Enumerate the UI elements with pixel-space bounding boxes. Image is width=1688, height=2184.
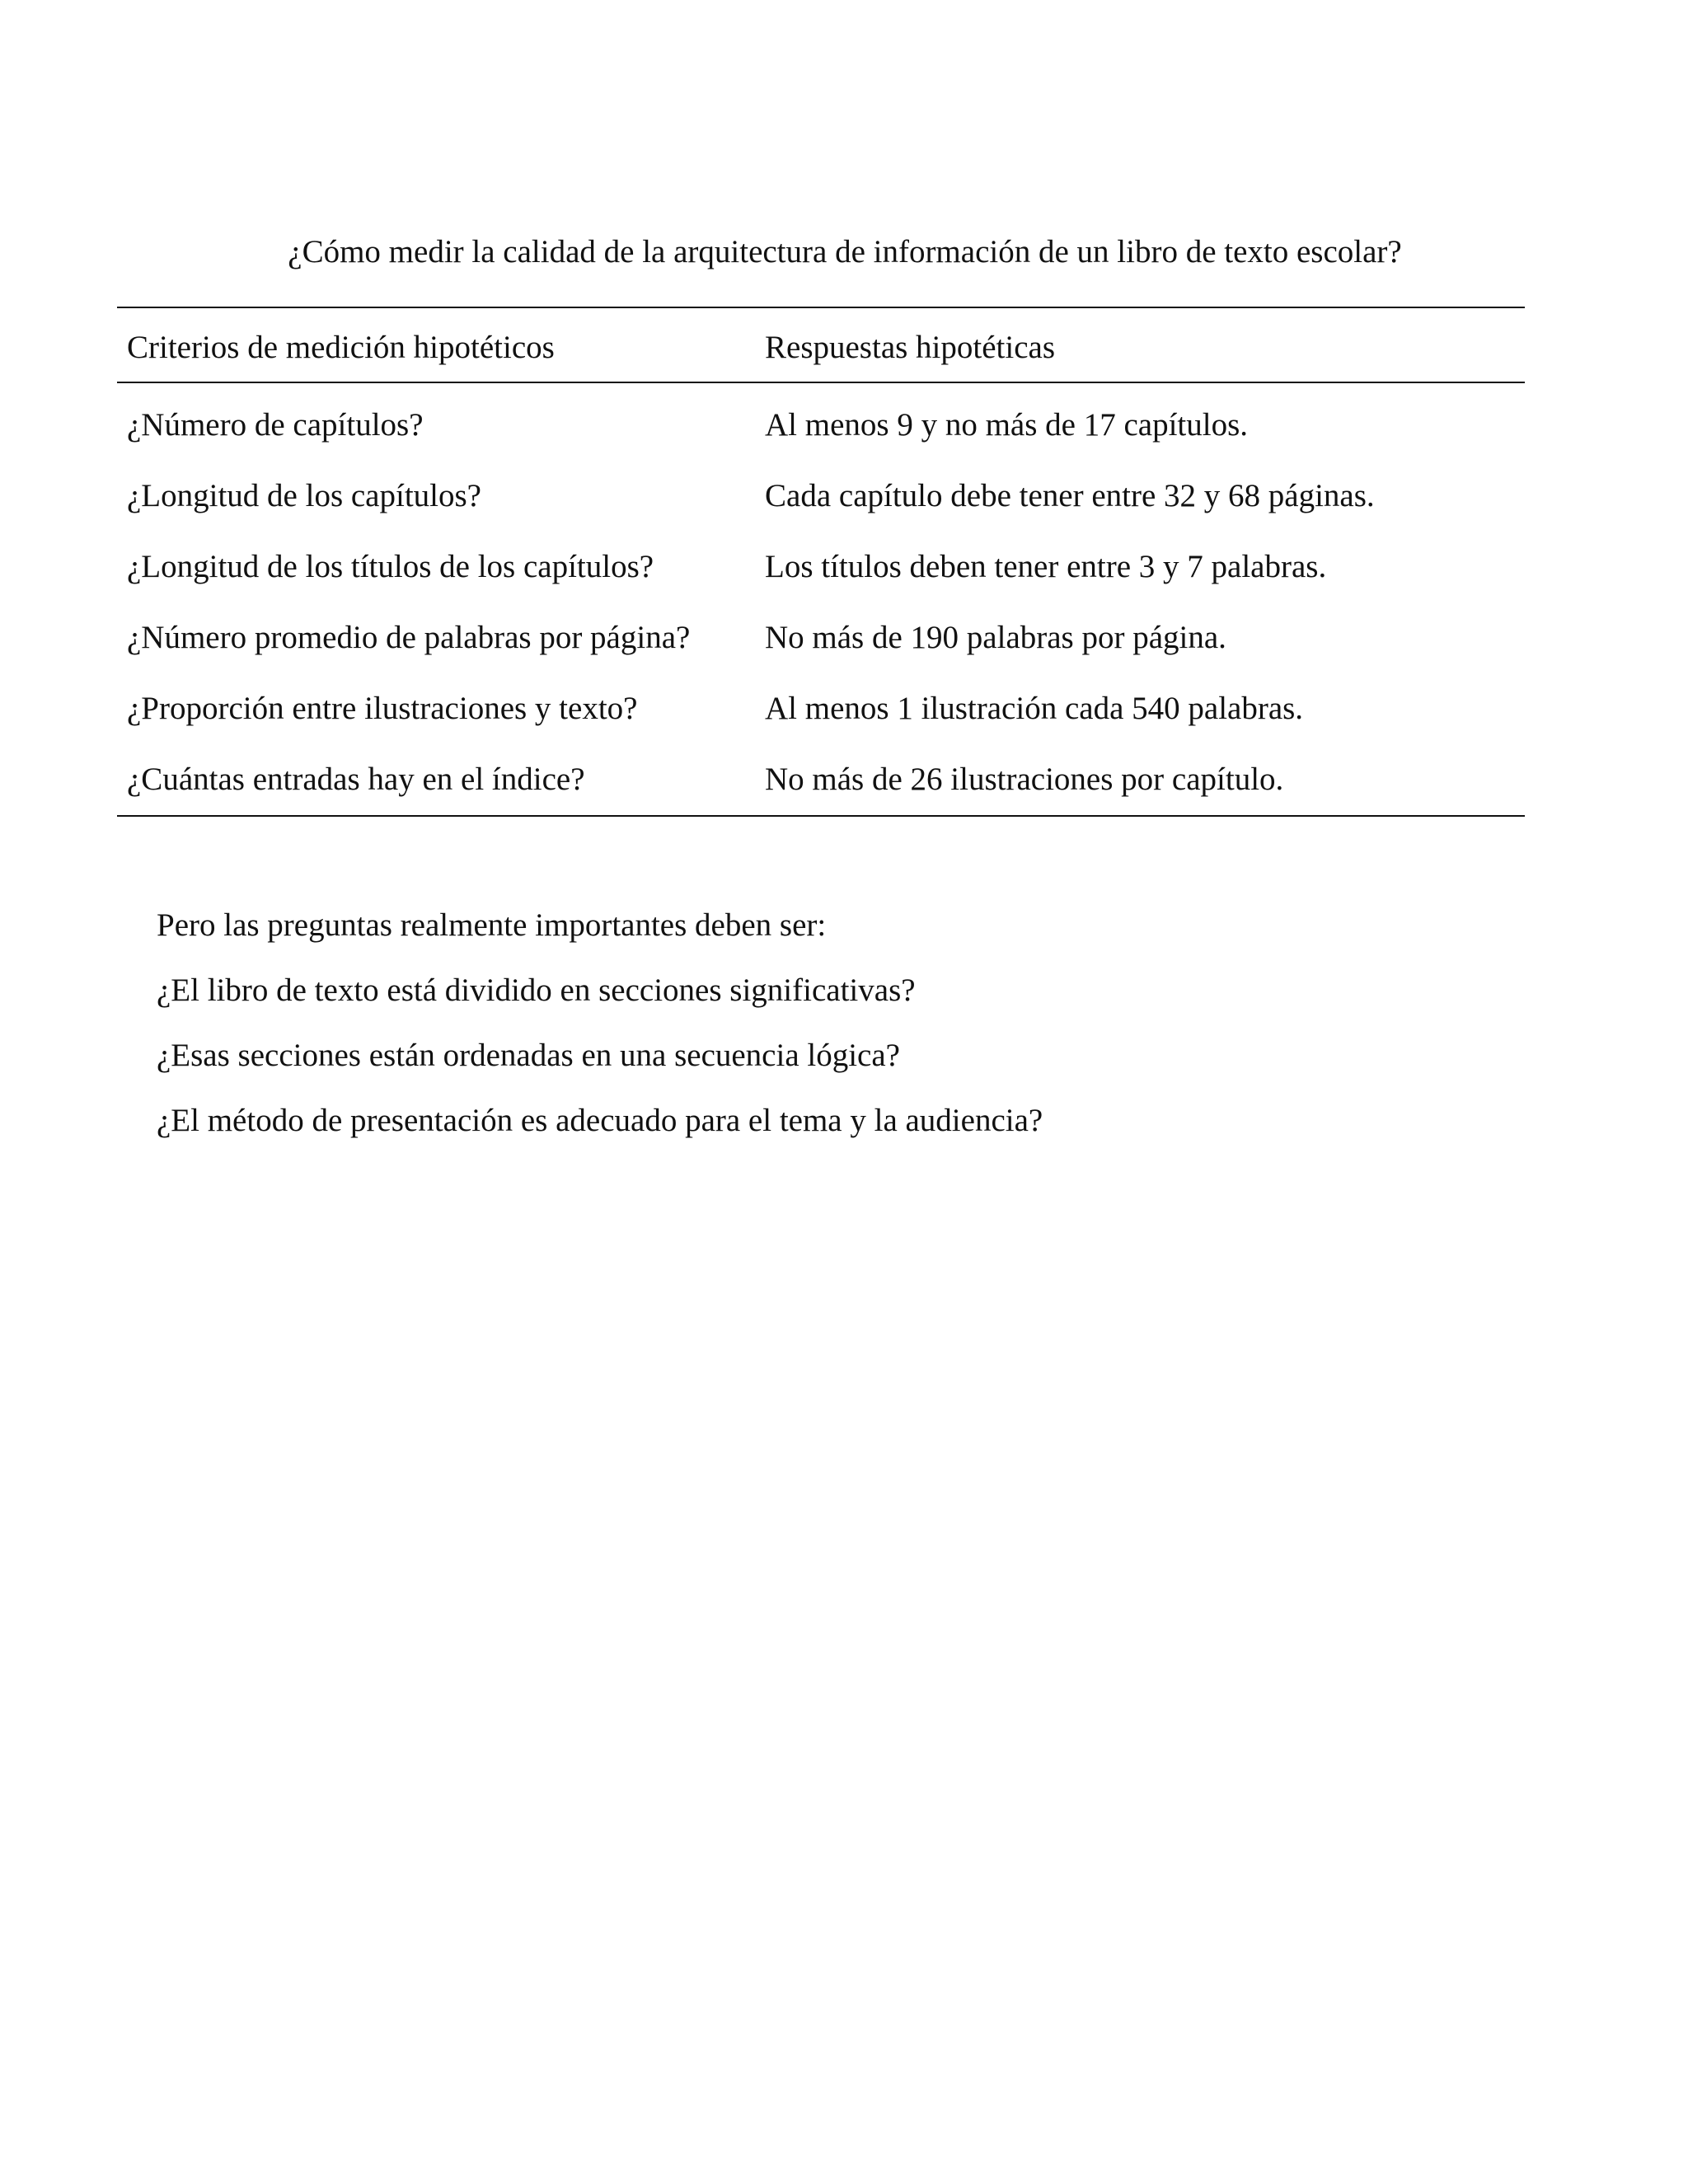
- criteria-cell: ¿Número promedio de palabras por página?: [127, 620, 691, 655]
- document-title: ¿Cómo medir la calidad de la arquitectura de información de un libro de texto escolar?: [288, 234, 1402, 269]
- criteria-cell: ¿Cuántas entradas hay en el índice?: [127, 762, 585, 797]
- question-item: ¿El libro de texto está dividido en secciones significativas?: [157, 972, 916, 1008]
- column-header-criteria: Criterios de medición hipotéticos: [117, 307, 755, 382]
- answer-cell: Los títulos deben tener entre 3 y 7 palabras.: [765, 549, 1327, 584]
- question-item: ¿El método de presentación es adecuado para el tema y la audiencia?: [157, 1103, 1043, 1138]
- criteria-cell: ¿Número de capítulos?: [127, 407, 424, 443]
- table-row: [117, 461, 1525, 532]
- table-row: [117, 602, 1525, 673]
- table-row: [117, 382, 1525, 461]
- criteria-cell: ¿Proporción entre ilustraciones y texto?: [127, 691, 638, 726]
- answer-cell: No más de 190 palabras por página.: [765, 620, 1226, 655]
- answer-cell: Al menos 1 ilustración cada 540 palabras.: [765, 691, 1304, 726]
- answer-cell: No más de 26 ilustraciones por capítulo.: [765, 762, 1284, 797]
- questions-intro: Pero las preguntas realmente importantes deben ser:: [157, 907, 827, 943]
- criteria-cell: ¿Longitud de los títulos de los capítulos?: [127, 549, 654, 584]
- answer-cell: Cada capítulo debe tener entre 32 y 68 páginas.: [765, 478, 1375, 513]
- answer-cell: Al menos 9 y no más de 17 capítulos.: [765, 407, 1249, 443]
- question-item: ¿Esas secciones están ordenadas en una secuencia lógica?: [157, 1038, 900, 1073]
- column-header-answers: Respuestas hipotéticas: [755, 307, 1525, 382]
- important-questions: [157, 893, 1558, 1153]
- table-row: [117, 532, 1525, 602]
- table-row: [117, 744, 1525, 816]
- criteria-table: [117, 307, 1525, 817]
- table-row: [117, 673, 1525, 744]
- criteria-cell: ¿Longitud de los capítulos?: [127, 478, 481, 513]
- table-header-row: [117, 307, 1525, 382]
